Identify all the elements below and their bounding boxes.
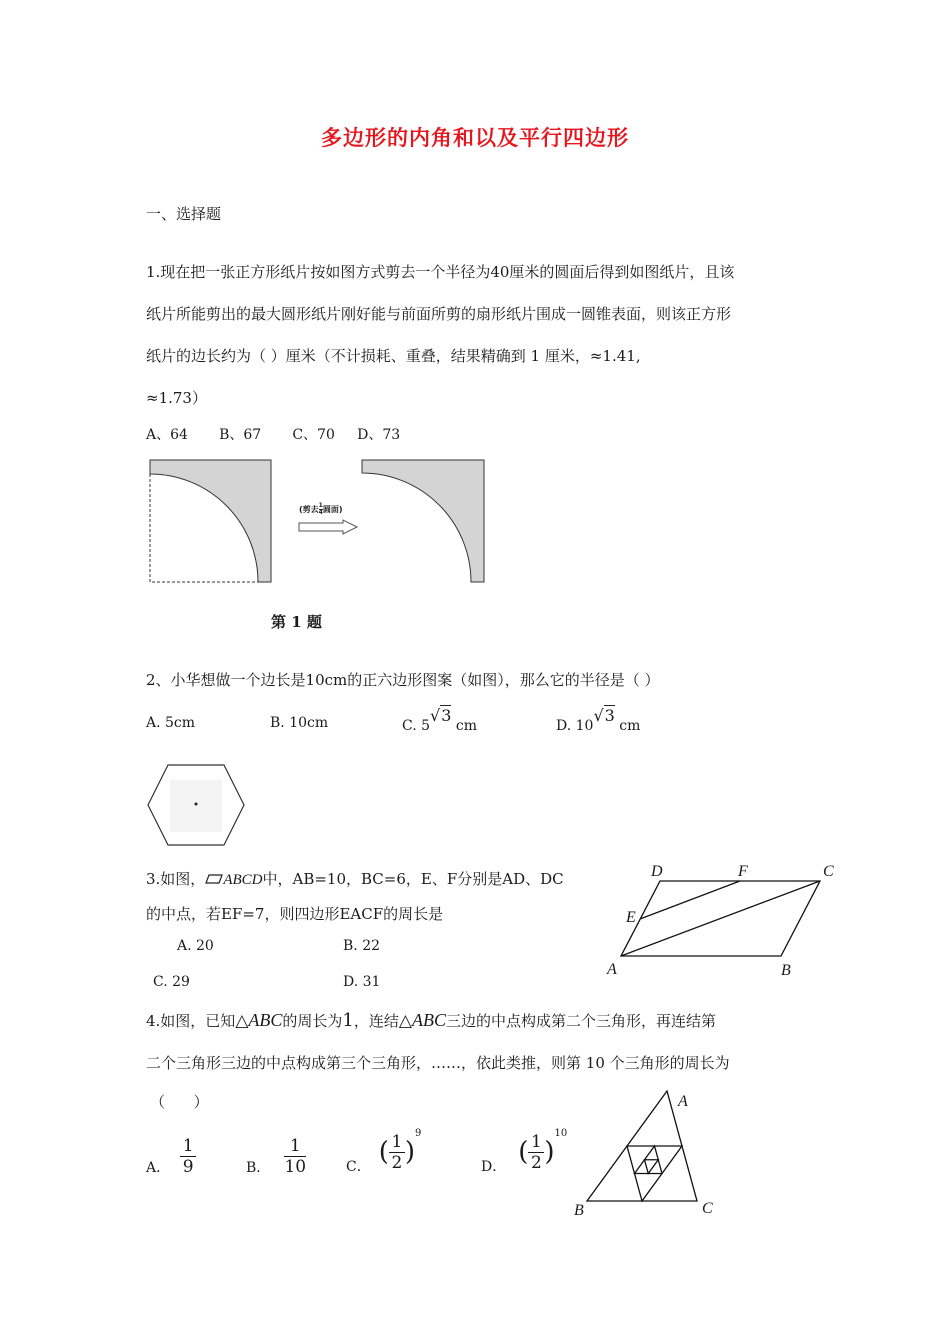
- q3-label-a: A: [607, 961, 617, 978]
- q2-stem: 2、小华想做一个边长是10cm的正六边形图案（如图），那么它的半径是（ ）: [146, 671, 660, 689]
- q4-option-b: B． $\frac{1}{10}$: [246, 1136, 307, 1177]
- q3-option-a: A. 20: [177, 938, 214, 954]
- q4-label-a: A: [678, 1093, 688, 1110]
- q3-label-c: C: [823, 863, 834, 880]
- q3-label-f: F: [738, 863, 748, 880]
- q4-option-d: D． ( $\frac{1}{2}$ ) 10: [481, 1128, 568, 1175]
- q3-label-e: E: [626, 909, 636, 926]
- q1-line-1: 1.现在把一张正方形纸片按如图方式剪去一个半径为40厘米的圆面后得到如图纸片，且该: [146, 263, 735, 281]
- parallelogram-icon: [205, 874, 223, 884]
- q2-hexagon-figure: [146, 763, 246, 847]
- q1-figure-right: [360, 458, 486, 584]
- q4-option-a: A． $\frac{1}{9}$: [146, 1136, 196, 1177]
- q1-options: A、64 B、67 C、70 D、73: [146, 427, 401, 443]
- q4-stem-line-1: 4.如图，已知△ABC的周长为1，连结△ABC三边的中点构成第二个三角形，再连结第: [146, 1010, 716, 1031]
- q1-figure-left: [148, 458, 273, 584]
- q4-label-c: C: [702, 1200, 713, 1217]
- q4-label-b: B: [574, 1202, 584, 1219]
- q1-arrow-label: (剪去 $\frac{1}{4}$ 圆面): [299, 502, 343, 516]
- triangle-fourth: [645, 1160, 659, 1174]
- right-arrow-icon: [298, 519, 360, 535]
- q3-label-b: B: [781, 962, 791, 979]
- q3-stem-line-2: 的中点，若EF=7，则四边形EACF的周长是: [146, 905, 444, 923]
- q4-option-c: C． ( $\frac{1}{2}$ ) 9: [346, 1128, 422, 1175]
- q1-line-3: 纸片的边长约为（ ）厘米（不计损耗、重叠，结果精确到 1 厘米，≈1.41,: [146, 347, 641, 365]
- q3-option-d: D. 31: [343, 974, 381, 990]
- q1-figure-caption: 第 1 题: [271, 613, 322, 631]
- hexagon-inner-square: [170, 780, 222, 832]
- q1-line-2: 纸片所能剪出的最大圆形纸片刚好能与前面所剪的扇形纸片围成一圆锥表面，则该正方形: [146, 305, 732, 323]
- q3-parallelogram-figure: [600, 860, 840, 985]
- q2-option-b: B. 10cm: [270, 715, 329, 731]
- q2-option-c: C. 5√3 cm: [402, 706, 477, 734]
- q3-label-d: D: [651, 863, 663, 880]
- section-heading: 一、选择题: [146, 205, 222, 223]
- q3-option-b: B. 22: [343, 938, 381, 954]
- q3-option-c: C. 29: [153, 974, 190, 990]
- diagonal-ac: [621, 881, 820, 956]
- hexagon-center-dot: [195, 803, 198, 806]
- q1-line-4: ≈1.73）: [146, 389, 207, 407]
- page-title: 多边形的内角和以及平行四边形: [321, 125, 629, 150]
- q4-stem-line-2: 二个三角形三边的中点构成第三个三角形，……，依此类推，则第 10 个三角形的周长为: [146, 1054, 730, 1072]
- q1-shaded-region-left: [150, 460, 271, 582]
- q2-option-d: D. 10√3 cm: [556, 706, 641, 734]
- segment-ef: [640, 881, 740, 919]
- q1-shaded-region-right: [362, 460, 484, 582]
- q2-option-a: A. 5cm: [146, 715, 196, 731]
- q3-stem-line-1: 3.如图， ABCD中，AB=10，BC=6，E、F分别是AD、DC: [146, 870, 564, 888]
- q4-stem-line-3: （ ）: [150, 1093, 209, 1111]
